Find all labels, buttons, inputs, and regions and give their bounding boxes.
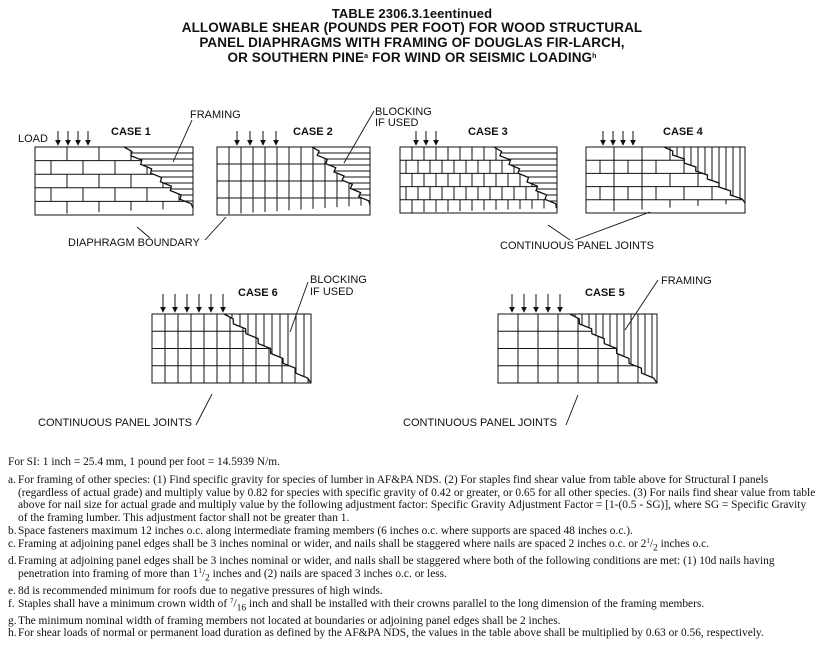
panel-diagrams [35, 147, 745, 383]
joint-leader-2 [575, 212, 650, 240]
footnote-h: h. For shear loads of normal or permanent load duration as defined by the AF&PA NDS, the values in the table above shall be multiplied by 0.63 or 0.56, respectively. [8, 627, 764, 640]
boundary-leader-2 [205, 217, 226, 240]
case-2-label: CASE 2 [293, 126, 333, 138]
framing-leader-top [173, 120, 192, 162]
case-4-panel-framing-lines [593, 147, 740, 213]
case-1-panel-framing-lines [35, 153, 193, 213]
case-4-panel-border [586, 147, 745, 213]
table-title-line-1: ALLOWABLE SHEAR (POUNDS PER FOOT) FOR WOOD STRUCTURAL [181, 20, 643, 35]
table-number: TABLE 2306.3.1eentinued [331, 6, 493, 21]
footnote-d: d. Framing at adjoining panel edges shall be 3 inches nominal or wider, and nails shall be staggered where both of the following conditions are met: (1) 10d nails having penetration into framing of more than $1^1/_2$ inches and (2) nails are spaced 3 inches o.c. or less. [8, 554, 775, 583]
case-1-panel-sheathing [35, 147, 193, 215]
footnote-b: b. Space fasteners maximum 12 inches o.c. along intermediate framing members (6 inches o.c. where supports are spaced 48 inches o.c.). [8, 524, 633, 537]
case-4-panel-framing [593, 147, 740, 213]
continuous-panel-joints-label-right: CONTINUOUS PANEL JOINTS [403, 417, 558, 429]
continuous-panel-joints-label-top: CONTINUOUS PANEL JOINTS [500, 240, 655, 252]
framing-label-top: FRAMING [190, 109, 241, 121]
case-6-panel-sheathing [152, 314, 311, 383]
continuous-panel-joints-label-left: CONTINUOUS PANEL JOINTS [38, 417, 193, 429]
framing-leader-bottom [625, 280, 658, 330]
footnote-f: f. Staples shall have a minimum crown width of $^7/_{16}$ inch and shall be installed with their crowns parallel to the long dimension of the framing members. [8, 596, 705, 613]
blocking-label-bottom-1: BLOCKING [310, 274, 367, 286]
table-title-line-3: OR SOUTHERN PINE$^a$ FOR WIND OR SEISMIC LOADING$^h$ [227, 50, 597, 65]
joint-leader-right [566, 395, 578, 425]
load-label: LOAD [18, 133, 48, 145]
case-3-label: CASE 3 [468, 126, 508, 138]
case-4-panel-sheathing [586, 147, 745, 213]
case-5-panel-sheathing [498, 314, 657, 383]
case-2-panel-framing-lines [217, 153, 370, 213]
case-2-panel-framing [217, 153, 370, 213]
case-5-label: CASE 5 [585, 287, 625, 299]
case-3-panel-sheathing [400, 147, 557, 213]
case-4-label: CASE 4 [663, 126, 703, 138]
leader-lines [137, 111, 658, 425]
footnote-e: e. 8d is recommended minimum for roofs due to negative pressures of high winds. [8, 584, 383, 597]
joint-leader-left [196, 394, 212, 425]
blocking-leader-bottom [290, 282, 308, 332]
footnote-g: g. The minimum nominal width of framing members not located at boundaries or adjoining panel edges shall be 2 inches. [8, 614, 561, 627]
blocking-label-top-2: IF USED [375, 117, 419, 129]
diaphragm-boundary-label: DIAPHRAGM BOUNDARY [68, 237, 200, 249]
case-1-panel-border [35, 147, 193, 215]
case-6-label: CASE 6 [238, 287, 278, 299]
case-4-panel [586, 147, 745, 213]
case-5-panel [498, 314, 657, 383]
si-conversion-note: For SI: 1 inch = 25.4 mm, 1 pound per foot = 14.5939 N/m. [8, 456, 280, 468]
table-title-line-2: PANEL DIAPHRAGMS WITH FRAMING OF DOUGLAS FIR-LARCH, [199, 35, 625, 50]
footnotes [8, 456, 816, 640]
blocking-label-bottom-2: IF USED [310, 286, 354, 298]
case-1-panel-framing [35, 153, 193, 213]
joint-leader-1 [548, 225, 570, 240]
case-3-panel [400, 147, 557, 213]
case-2-panel-tear-line [312, 147, 370, 205]
blocking-label-top-1: BLOCKING [375, 106, 432, 118]
case-1-label: CASE 1 [111, 126, 151, 138]
footnote-a: a. For framing of other species: (1) Find specific gravity for species of lumber in AF&PA NDS. (2) For staples find shear value from table above for Structural I panels (regardless of actual grade) and multiply value by 0.82 for species with specific gravity of 0.42 or greater, or 0.65 for all other species. (3) For nails find shear value from table above for nail size for actual grade and multiply value by the following adjustment factor: Specific Gravity Adjustment Factor = [1-(0.5 - SG)], where SG = Specific Gravity of the framing lumber. This adjustment factor shall not be greater than 1. [8, 473, 816, 525]
case-1-panel [35, 147, 193, 215]
footnote-c: c. Framing at adjoining panel edges shall be 3 inches nominal or wider, and nails shall be staggered where nails are spaced 2 inches o.c. or $2^1/_2$ inches o.c. [8, 536, 710, 554]
framing-label-bottom: FRAMING [661, 275, 712, 287]
case-6-panel [152, 314, 311, 383]
